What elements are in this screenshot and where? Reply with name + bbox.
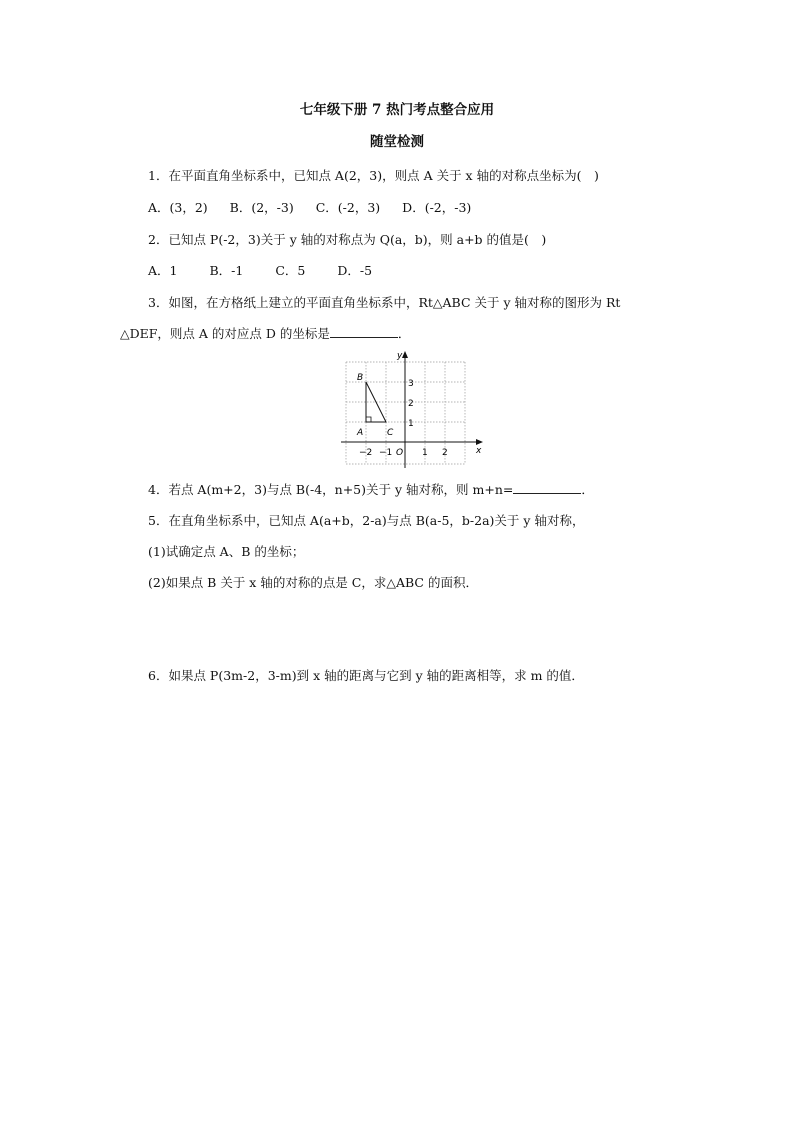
point-a-label: A	[357, 428, 364, 438]
y-axis-arrow	[402, 351, 408, 358]
right-angle-mark	[366, 417, 371, 422]
x-tick-2: 2	[442, 448, 448, 458]
question-1-stem: 1．在平面直角坐标系中，已知点 A(2，3)，则点 A 关于 x 轴的对称点坐标为( )	[148, 168, 599, 183]
question-6-stem: 6．如果点 P(3m-2，3-m)到 x 轴的距离与它到 y 轴的距离相等，求 m 的值．	[148, 668, 584, 683]
q2-option-c: C．5	[275, 263, 306, 278]
q2-option-b: B．-1	[209, 263, 244, 278]
origin-label: O	[396, 448, 404, 458]
question-5-part1: (1)试确定点 A、B 的坐标；	[148, 544, 305, 559]
q2-option-a: A．1	[148, 263, 178, 278]
x-tick-neg1: −1	[379, 448, 393, 458]
y-axis-label: y	[397, 351, 403, 361]
question-2-stem: 2．已知点 P(-2，3)关于 y 轴的对称点为 Q(a，b)，则 a+b 的值是( )	[148, 232, 547, 247]
q1-option-a: A．(3，2)	[148, 200, 208, 215]
q1-option-b: B．(2，-3)	[229, 200, 294, 215]
question-2-options	[148, 261, 390, 279]
q2-option-d: D．-5	[337, 263, 373, 278]
question-3-stem-line2	[120, 324, 410, 342]
y-tick-1: 1	[408, 419, 414, 429]
q4-answer-blank[interactable]	[513, 481, 581, 494]
q3-stem-before: △DEF，则点 A 的对应点 D 的坐标是	[120, 326, 330, 341]
q3-stem-after: ．	[397, 326, 411, 341]
point-b-label: B	[357, 373, 364, 383]
x-axis-arrow	[476, 439, 483, 445]
x-axis-label: x	[476, 446, 482, 456]
question-4-stem	[148, 480, 594, 498]
page-subtitle: 随堂检测	[370, 134, 424, 150]
page-title: 七年级下册 7 热门考点整合应用	[299, 102, 495, 118]
question-5-part2: (2)如果点 B 关于 x 轴的对称的点是 C，求△ABC 的面积．	[148, 575, 478, 590]
q1-option-c: C．(-2，3)	[315, 200, 381, 215]
point-c-label: C	[387, 428, 394, 438]
q4-stem-after: ．	[581, 482, 594, 497]
question-1-options	[148, 198, 489, 216]
coordinate-figure	[338, 348, 488, 472]
question-3-stem-line1: 3．如图，在方格纸上建立的平面直角坐标系中，Rt△ABC 关于 y 轴对称的图形为 Rt	[148, 295, 621, 310]
x-tick-neg2: −2	[359, 448, 373, 458]
q1-option-d: D．(-2，-3)	[402, 200, 472, 215]
x-tick-1: 1	[422, 448, 428, 458]
y-tick-2: 2	[408, 399, 414, 409]
y-tick-3: 3	[408, 379, 414, 389]
q4-stem-before: 4．若点 A(m+2，3)与点 B(-4，n+5)关于 y 轴对称，则 m+n=	[148, 482, 514, 497]
question-5-stem: 5．在直角坐标系中，已知点 A(a+b，2-a)与点 B(a-5，b-2a)关于 y 轴对称，	[148, 513, 585, 528]
q3-answer-blank[interactable]	[330, 325, 398, 338]
